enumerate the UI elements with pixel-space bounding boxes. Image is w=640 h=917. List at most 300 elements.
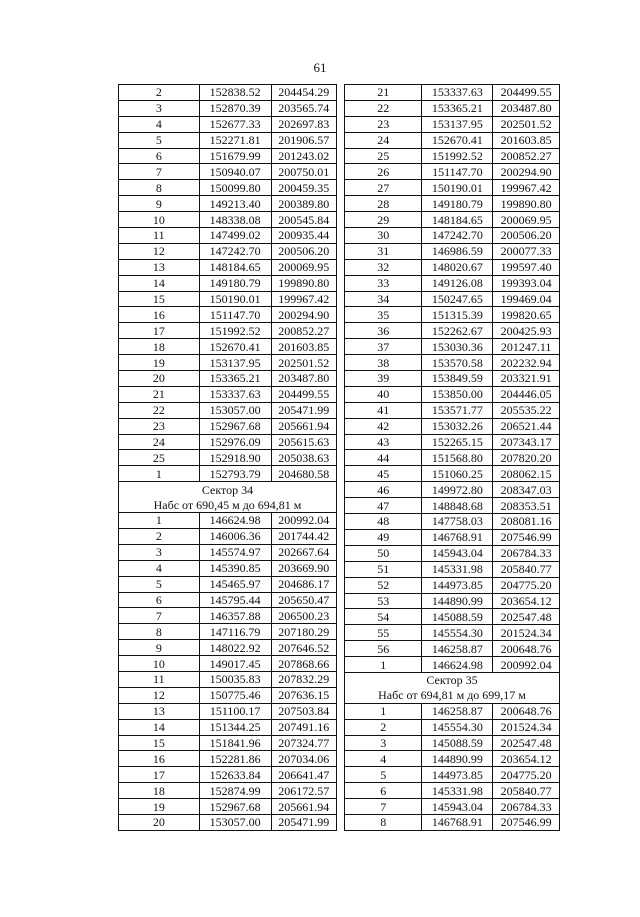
y-coordinate-cell: 199967.42 <box>493 180 560 196</box>
point-number-cell: 18 <box>119 339 200 355</box>
table-row <box>119 339 337 355</box>
table-row <box>119 323 337 339</box>
point-number-cell: 52 <box>345 577 422 593</box>
table-row <box>119 132 337 148</box>
x-coordinate-cell: 153057.00 <box>199 814 271 830</box>
x-coordinate-cell: 153337.63 <box>199 386 271 402</box>
x-coordinate-cell: 152870.39 <box>199 100 271 116</box>
point-number-cell: 50 <box>345 545 422 561</box>
y-coordinate-cell: 208081.16 <box>493 514 560 530</box>
table-row <box>119 85 337 101</box>
y-coordinate-cell: 206784.33 <box>493 799 560 815</box>
table-row <box>345 625 560 641</box>
y-coordinate-cell: 203487.80 <box>271 371 336 387</box>
point-number-cell: 19 <box>119 355 200 371</box>
point-number-cell: 3 <box>345 735 422 751</box>
point-number-cell: 8 <box>119 624 200 640</box>
x-coordinate-cell: 146986.59 <box>422 243 493 259</box>
x-coordinate-cell: 145574.97 <box>199 544 271 560</box>
x-coordinate-cell: 150190.01 <box>422 180 493 196</box>
x-coordinate-cell: 151315.39 <box>422 307 493 323</box>
y-coordinate-cell: 207646.52 <box>271 640 336 656</box>
point-number-cell: 7 <box>119 608 200 624</box>
point-number-cell: 7 <box>119 164 200 180</box>
y-coordinate-cell: 205661.94 <box>271 418 336 434</box>
table-row <box>345 323 560 339</box>
point-number-cell: 24 <box>345 132 422 148</box>
x-coordinate-cell: 151841.96 <box>199 735 271 751</box>
x-coordinate-cell: 145554.30 <box>422 625 493 641</box>
y-coordinate-cell: 200935.44 <box>271 228 336 244</box>
point-number-cell: 22 <box>119 402 200 418</box>
table-row <box>119 386 337 402</box>
point-number-cell: 2 <box>119 85 200 101</box>
x-coordinate-cell: 150035.83 <box>199 671 271 687</box>
y-coordinate-cell: 208353.51 <box>493 498 560 514</box>
table-row <box>345 243 560 259</box>
y-coordinate-cell: 200750.01 <box>271 164 336 180</box>
y-coordinate-cell: 202547.48 <box>493 609 560 625</box>
point-number-cell: 2 <box>119 528 200 544</box>
table-row <box>119 100 337 116</box>
table-row <box>345 799 560 815</box>
x-coordinate-cell: 150190.01 <box>199 291 271 307</box>
point-number-cell: 16 <box>119 751 200 767</box>
point-number-cell: 27 <box>345 180 422 196</box>
table-row <box>345 228 560 244</box>
y-coordinate-cell: 207343.17 <box>493 434 560 450</box>
point-number-cell: 12 <box>119 243 200 259</box>
x-coordinate-cell: 145554.30 <box>422 719 493 735</box>
x-coordinate-cell: 149126.08 <box>422 275 493 291</box>
x-coordinate-cell: 153365.21 <box>199 371 271 387</box>
x-coordinate-cell: 148020.67 <box>422 259 493 275</box>
point-number-cell: 10 <box>119 656 200 672</box>
table-row <box>345 116 560 132</box>
point-number-cell: 56 <box>345 641 422 657</box>
point-number-cell: 2 <box>345 719 422 735</box>
x-coordinate-cell: 144890.99 <box>422 593 493 609</box>
x-coordinate-cell: 149180.79 <box>422 196 493 212</box>
point-number-cell: 13 <box>119 703 200 719</box>
table-row <box>119 259 337 275</box>
table-row <box>119 116 337 132</box>
point-number-cell: 16 <box>119 307 200 323</box>
y-coordinate-cell: 206172.57 <box>271 783 336 799</box>
point-number-cell: 3 <box>119 544 200 560</box>
x-coordinate-cell: 146357.88 <box>199 608 271 624</box>
y-coordinate-cell: 203669.90 <box>271 560 336 576</box>
point-number-cell: 14 <box>119 275 200 291</box>
table-row <box>345 703 560 719</box>
x-coordinate-cell: 146624.98 <box>199 513 271 529</box>
table-row <box>119 576 337 592</box>
x-coordinate-cell: 152670.41 <box>422 132 493 148</box>
point-number-cell: 4 <box>119 560 200 576</box>
point-number-cell: 8 <box>345 814 422 830</box>
point-number-cell: 20 <box>119 371 200 387</box>
table-row <box>345 545 560 561</box>
point-number-cell: 9 <box>119 196 200 212</box>
sector-subtitle: Набс от 690,45 м до 694,81 м <box>119 497 337 512</box>
x-coordinate-cell: 146624.98 <box>422 657 493 673</box>
y-coordinate-cell: 207546.99 <box>493 814 560 830</box>
point-number-cell: 32 <box>345 259 422 275</box>
table-row <box>345 593 560 609</box>
point-number-cell: 9 <box>119 640 200 656</box>
x-coordinate-cell: 150099.80 <box>199 180 271 196</box>
x-coordinate-cell: 152874.99 <box>199 783 271 799</box>
point-number-cell: 6 <box>119 592 200 608</box>
y-coordinate-cell: 204686.17 <box>271 576 336 592</box>
y-coordinate-cell: 199597.40 <box>493 259 560 275</box>
table-row <box>345 164 560 180</box>
x-coordinate-cell: 152976.09 <box>199 434 271 450</box>
point-number-cell: 30 <box>345 228 422 244</box>
y-coordinate-cell: 200077.33 <box>493 243 560 259</box>
x-coordinate-cell: 153337.63 <box>422 85 493 101</box>
y-coordinate-cell: 204499.55 <box>493 85 560 101</box>
x-coordinate-cell: 146258.87 <box>422 641 493 657</box>
point-number-cell: 49 <box>345 529 422 545</box>
y-coordinate-cell: 200648.76 <box>493 641 560 657</box>
point-number-cell: 25 <box>345 148 422 164</box>
y-coordinate-cell: 199820.65 <box>493 307 560 323</box>
y-coordinate-cell: 199890.80 <box>493 196 560 212</box>
x-coordinate-cell: 153849.59 <box>422 371 493 387</box>
y-coordinate-cell: 207832.29 <box>271 671 336 687</box>
y-coordinate-cell: 201906.57 <box>271 132 336 148</box>
table-row <box>345 577 560 593</box>
point-number-cell: 41 <box>345 402 422 418</box>
table-row <box>119 196 337 212</box>
x-coordinate-cell: 152670.41 <box>199 339 271 355</box>
point-number-cell: 5 <box>119 576 200 592</box>
table-row <box>119 703 337 719</box>
point-number-cell: 1 <box>345 657 422 673</box>
y-coordinate-cell: 208347.03 <box>493 482 560 498</box>
table-row <box>345 275 560 291</box>
point-number-cell: 39 <box>345 371 422 387</box>
point-number-cell: 5 <box>345 767 422 783</box>
y-coordinate-cell: 200992.04 <box>493 657 560 673</box>
point-number-cell: 17 <box>119 323 200 339</box>
y-coordinate-cell: 200294.90 <box>271 307 336 323</box>
table-row <box>345 657 560 673</box>
y-coordinate-cell: 203654.12 <box>493 593 560 609</box>
table-row <box>119 228 337 244</box>
point-number-cell: 37 <box>345 339 422 355</box>
x-coordinate-cell: 150775.46 <box>199 687 271 703</box>
point-number-cell: 54 <box>345 609 422 625</box>
point-number-cell: 26 <box>345 164 422 180</box>
x-coordinate-cell: 151147.70 <box>199 307 271 323</box>
table-row <box>345 514 560 530</box>
y-coordinate-cell: 199890.80 <box>271 275 336 291</box>
y-coordinate-cell: 199469.04 <box>493 291 560 307</box>
point-number-cell: 23 <box>345 116 422 132</box>
y-coordinate-cell: 200506.20 <box>493 228 560 244</box>
x-coordinate-cell: 146768.91 <box>422 529 493 545</box>
point-number-cell: 48 <box>345 514 422 530</box>
y-coordinate-cell: 200506.20 <box>271 243 336 259</box>
point-number-cell: 35 <box>345 307 422 323</box>
x-coordinate-cell: 152677.33 <box>199 116 271 132</box>
point-number-cell: 29 <box>345 212 422 228</box>
x-coordinate-cell: 152633.84 <box>199 767 271 783</box>
x-coordinate-cell: 145943.04 <box>422 545 493 561</box>
point-number-cell: 1 <box>345 703 422 719</box>
y-coordinate-cell: 205840.77 <box>493 783 560 799</box>
x-coordinate-cell: 147116.79 <box>199 624 271 640</box>
y-coordinate-cell: 201603.85 <box>271 339 336 355</box>
x-coordinate-cell: 152967.68 <box>199 799 271 815</box>
x-coordinate-cell: 151568.80 <box>422 450 493 466</box>
x-coordinate-cell: 153032.26 <box>422 418 493 434</box>
table-row <box>119 751 337 767</box>
table-row <box>345 339 560 355</box>
point-number-cell: 38 <box>345 355 422 371</box>
x-coordinate-cell: 146258.87 <box>422 703 493 719</box>
y-coordinate-cell: 208062.15 <box>493 466 560 482</box>
point-number-cell: 6 <box>345 783 422 799</box>
y-coordinate-cell: 207034.06 <box>271 751 336 767</box>
y-coordinate-cell: 206641.47 <box>271 767 336 783</box>
sector-subtitle-row <box>119 497 337 512</box>
x-coordinate-cell: 149972.80 <box>422 482 493 498</box>
table-row <box>345 212 560 228</box>
table-row <box>345 355 560 371</box>
table-row <box>345 371 560 387</box>
y-coordinate-cell: 207491.16 <box>271 719 336 735</box>
table-row <box>345 498 560 514</box>
y-coordinate-cell: 200459.35 <box>271 180 336 196</box>
point-number-cell: 43 <box>345 434 422 450</box>
y-coordinate-cell: 207546.99 <box>493 529 560 545</box>
y-coordinate-cell: 204454.29 <box>271 85 336 101</box>
point-number-cell: 28 <box>345 196 422 212</box>
table-row <box>119 814 337 830</box>
x-coordinate-cell: 145390.85 <box>199 560 271 576</box>
point-number-cell: 17 <box>119 767 200 783</box>
y-coordinate-cell: 201603.85 <box>493 132 560 148</box>
table-row <box>345 529 560 545</box>
table-row <box>119 544 337 560</box>
y-coordinate-cell: 201243.02 <box>271 148 336 164</box>
point-number-cell: 5 <box>119 132 200 148</box>
x-coordinate-cell: 146768.91 <box>422 814 493 830</box>
table-row <box>119 671 337 687</box>
point-number-cell: 44 <box>345 450 422 466</box>
y-coordinate-cell: 204446.05 <box>493 386 560 402</box>
y-coordinate-cell: 207324.77 <box>271 735 336 751</box>
table-row <box>119 291 337 307</box>
table-row <box>345 641 560 657</box>
point-number-cell: 25 <box>119 450 200 466</box>
table-row <box>345 180 560 196</box>
table-row <box>119 783 337 799</box>
point-number-cell: 22 <box>345 100 422 116</box>
point-number-cell: 4 <box>345 751 422 767</box>
point-number-cell: 1 <box>119 466 200 482</box>
point-number-cell: 13 <box>119 259 200 275</box>
y-coordinate-cell: 207180.29 <box>271 624 336 640</box>
table-row <box>119 592 337 608</box>
point-number-cell: 15 <box>119 291 200 307</box>
sector-title: Сектор 34 <box>119 482 337 497</box>
sector-title-row <box>119 482 337 497</box>
x-coordinate-cell: 150247.65 <box>422 291 493 307</box>
x-coordinate-cell: 148022.92 <box>199 640 271 656</box>
x-coordinate-cell: 152281.86 <box>199 751 271 767</box>
point-number-cell: 21 <box>345 85 422 101</box>
y-coordinate-cell: 203565.74 <box>271 100 336 116</box>
x-coordinate-cell: 153571.77 <box>422 402 493 418</box>
x-coordinate-cell: 148848.68 <box>422 498 493 514</box>
x-coordinate-cell: 152918.90 <box>199 450 271 466</box>
table-row <box>119 624 337 640</box>
y-coordinate-cell: 207636.15 <box>271 687 336 703</box>
table-row <box>345 307 560 323</box>
y-coordinate-cell: 205661.94 <box>271 799 336 815</box>
table-row <box>119 402 337 418</box>
table-row <box>119 212 337 228</box>
point-number-cell: 1 <box>119 513 200 529</box>
y-coordinate-cell: 206521.44 <box>493 418 560 434</box>
x-coordinate-cell: 151344.25 <box>199 719 271 735</box>
point-number-cell: 34 <box>345 291 422 307</box>
x-coordinate-cell: 148184.65 <box>199 259 271 275</box>
y-coordinate-cell: 204499.55 <box>271 386 336 402</box>
x-coordinate-cell: 152838.52 <box>199 85 271 101</box>
table-row <box>345 434 560 450</box>
y-coordinate-cell: 205471.99 <box>271 814 336 830</box>
y-coordinate-cell: 203654.12 <box>493 751 560 767</box>
y-coordinate-cell: 200294.90 <box>493 164 560 180</box>
point-number-cell: 45 <box>345 466 422 482</box>
table-row <box>119 719 337 735</box>
point-number-cell: 3 <box>119 100 200 116</box>
table-row <box>345 291 560 307</box>
table-row <box>345 482 560 498</box>
x-coordinate-cell: 147242.70 <box>199 243 271 259</box>
y-coordinate-cell: 202501.52 <box>271 355 336 371</box>
table-row <box>119 528 337 544</box>
y-coordinate-cell: 201524.34 <box>493 625 560 641</box>
x-coordinate-cell: 151679.99 <box>199 148 271 164</box>
y-coordinate-cell: 202697.83 <box>271 116 336 132</box>
x-coordinate-cell: 151060.25 <box>422 466 493 482</box>
point-number-cell: 15 <box>119 735 200 751</box>
y-coordinate-cell: 207503.84 <box>271 703 336 719</box>
point-number-cell: 18 <box>119 783 200 799</box>
y-coordinate-cell: 200425.93 <box>493 323 560 339</box>
coordinates-table-left <box>118 84 337 831</box>
y-coordinate-cell: 200852.27 <box>271 323 336 339</box>
table-row <box>345 402 560 418</box>
table-row <box>119 656 337 672</box>
y-coordinate-cell: 205471.99 <box>271 402 336 418</box>
sector-title-row <box>345 672 560 687</box>
y-coordinate-cell: 205535.22 <box>493 402 560 418</box>
x-coordinate-cell: 151100.17 <box>199 703 271 719</box>
point-number-cell: 21 <box>119 386 200 402</box>
point-number-cell: 46 <box>345 482 422 498</box>
point-number-cell: 8 <box>119 180 200 196</box>
x-coordinate-cell: 153030.36 <box>422 339 493 355</box>
y-coordinate-cell: 200648.76 <box>493 703 560 719</box>
x-coordinate-cell: 149017.45 <box>199 656 271 672</box>
table-row <box>119 243 337 259</box>
table-row <box>345 814 560 830</box>
table-row <box>119 450 337 466</box>
point-number-cell: 53 <box>345 593 422 609</box>
table-row <box>119 767 337 783</box>
table-row <box>345 561 560 577</box>
y-coordinate-cell: 203487.80 <box>493 100 560 116</box>
table-row <box>119 418 337 434</box>
y-coordinate-cell: 199967.42 <box>271 291 336 307</box>
x-coordinate-cell: 153057.00 <box>199 402 271 418</box>
table-row <box>345 719 560 735</box>
x-coordinate-cell: 147242.70 <box>422 228 493 244</box>
point-number-cell: 47 <box>345 498 422 514</box>
table-row <box>119 735 337 751</box>
table-row <box>345 767 560 783</box>
table-row <box>345 85 560 101</box>
table-row <box>119 560 337 576</box>
table-row <box>345 196 560 212</box>
table-row <box>119 275 337 291</box>
x-coordinate-cell: 147499.02 <box>199 228 271 244</box>
x-coordinate-cell: 148184.65 <box>422 212 493 228</box>
table-row <box>345 466 560 482</box>
y-coordinate-cell: 201247.11 <box>493 339 560 355</box>
coordinates-table-right <box>344 84 560 831</box>
table-row <box>345 783 560 799</box>
x-coordinate-cell: 145465.97 <box>199 576 271 592</box>
x-coordinate-cell: 153850.00 <box>422 386 493 402</box>
x-coordinate-cell: 149180.79 <box>199 275 271 291</box>
table-row <box>119 799 337 815</box>
x-coordinate-cell: 153365.21 <box>422 100 493 116</box>
table-row <box>345 418 560 434</box>
table-row <box>119 434 337 450</box>
y-coordinate-cell: 202232.94 <box>493 355 560 371</box>
point-number-cell: 4 <box>119 116 200 132</box>
table-row <box>119 466 337 482</box>
point-number-cell: 55 <box>345 625 422 641</box>
x-coordinate-cell: 152793.79 <box>199 466 271 482</box>
y-coordinate-cell: 202667.64 <box>271 544 336 560</box>
x-coordinate-cell: 150940.07 <box>199 164 271 180</box>
y-coordinate-cell: 205038.63 <box>271 450 336 466</box>
y-coordinate-cell: 201744.42 <box>271 528 336 544</box>
x-coordinate-cell: 144973.85 <box>422 577 493 593</box>
page-number: 61 <box>313 60 327 75</box>
y-coordinate-cell: 207868.66 <box>271 656 336 672</box>
y-coordinate-cell: 204680.58 <box>271 466 336 482</box>
x-coordinate-cell: 151992.52 <box>199 323 271 339</box>
point-number-cell: 42 <box>345 418 422 434</box>
y-coordinate-cell: 200069.95 <box>271 259 336 275</box>
x-coordinate-cell: 145331.98 <box>422 561 493 577</box>
x-coordinate-cell: 152265.15 <box>422 434 493 450</box>
table-row <box>345 132 560 148</box>
table-row <box>119 355 337 371</box>
table-row <box>119 687 337 703</box>
table-row <box>119 371 337 387</box>
